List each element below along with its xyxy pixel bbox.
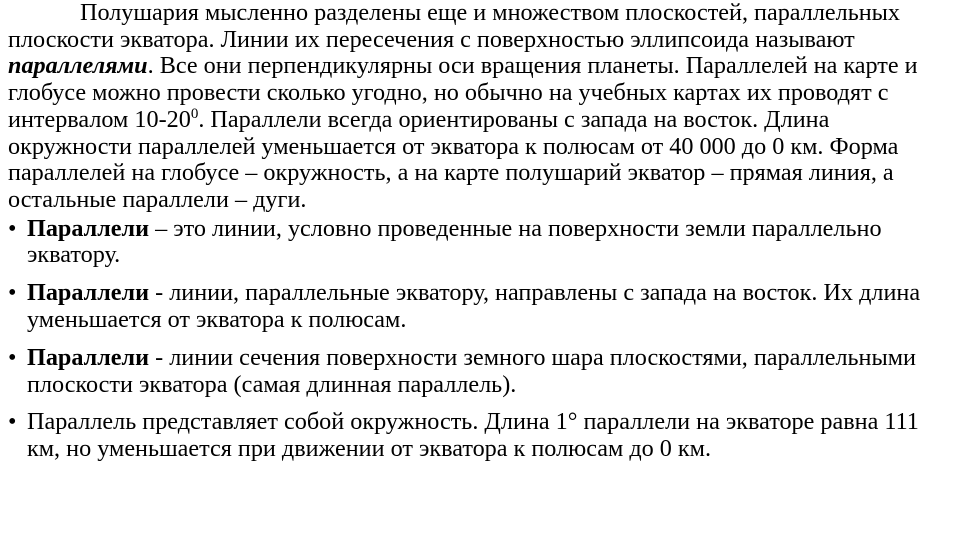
list-item-term: Параллели (27, 343, 150, 371)
intro-text-part-2: . Все они перпендикулярны оси вращения планеты. Параллелей на карте и глобусе можно провести сколько угодно, но обычно на учебных картах их проводят с интервалом 10-20 (8, 52, 918, 133)
list-item-term: Параллели (27, 214, 150, 242)
bullet-icon: • (8, 214, 17, 242)
list-item-text: - линии, параллельные экватору, направлены с запада на восток. Их длина уменьшается от экватора к полюсам. (27, 279, 921, 333)
slide (8, 0, 956, 540)
list-item (8, 216, 956, 269)
intro-paragraph (8, 0, 956, 214)
bullet-icon: • (8, 343, 17, 371)
intro-text-part-1: Полушария мысленно разделены еще и множеством плоскостей, параллельных плоскости экватора. Линии их пересечения с поверхностью эллипсоида называют (8, 0, 901, 53)
list-item-term: Параллели (27, 279, 150, 307)
list-item-text: – это линии, условно проведенные на поверхности земли параллельно экватору. (27, 214, 882, 269)
list-item-text: - линии сечения поверхности земного шара плоскостями, параллельными плоскости экватора (самая длинная параллель). (27, 343, 916, 398)
definition-list (8, 216, 956, 463)
degree-superscript: 0 (190, 105, 199, 122)
bullet-icon: • (8, 408, 17, 436)
list-item (8, 345, 956, 398)
list-item-text: Параллель представляет собой окружность. Длина 1° параллели на экваторе равна 111 км, но уменьшается при движении от экватора к полюсам до 0 км. (27, 408, 919, 463)
intro-term-parallels: параллелями (8, 52, 148, 80)
list-item (8, 280, 956, 333)
bullet-icon: • (8, 279, 17, 307)
intro-text-part-3: . Параллели всегда ориентированы с запада на восток. Длина окружности параллелей уменьшается от экватора к полюсам от 40 000 до 0 км. Форма параллелей на глобусе – окружность, а на карте полушарий экватор – прямая линия, а остальные параллели – дуги. (8, 105, 899, 213)
list-item (8, 409, 956, 462)
